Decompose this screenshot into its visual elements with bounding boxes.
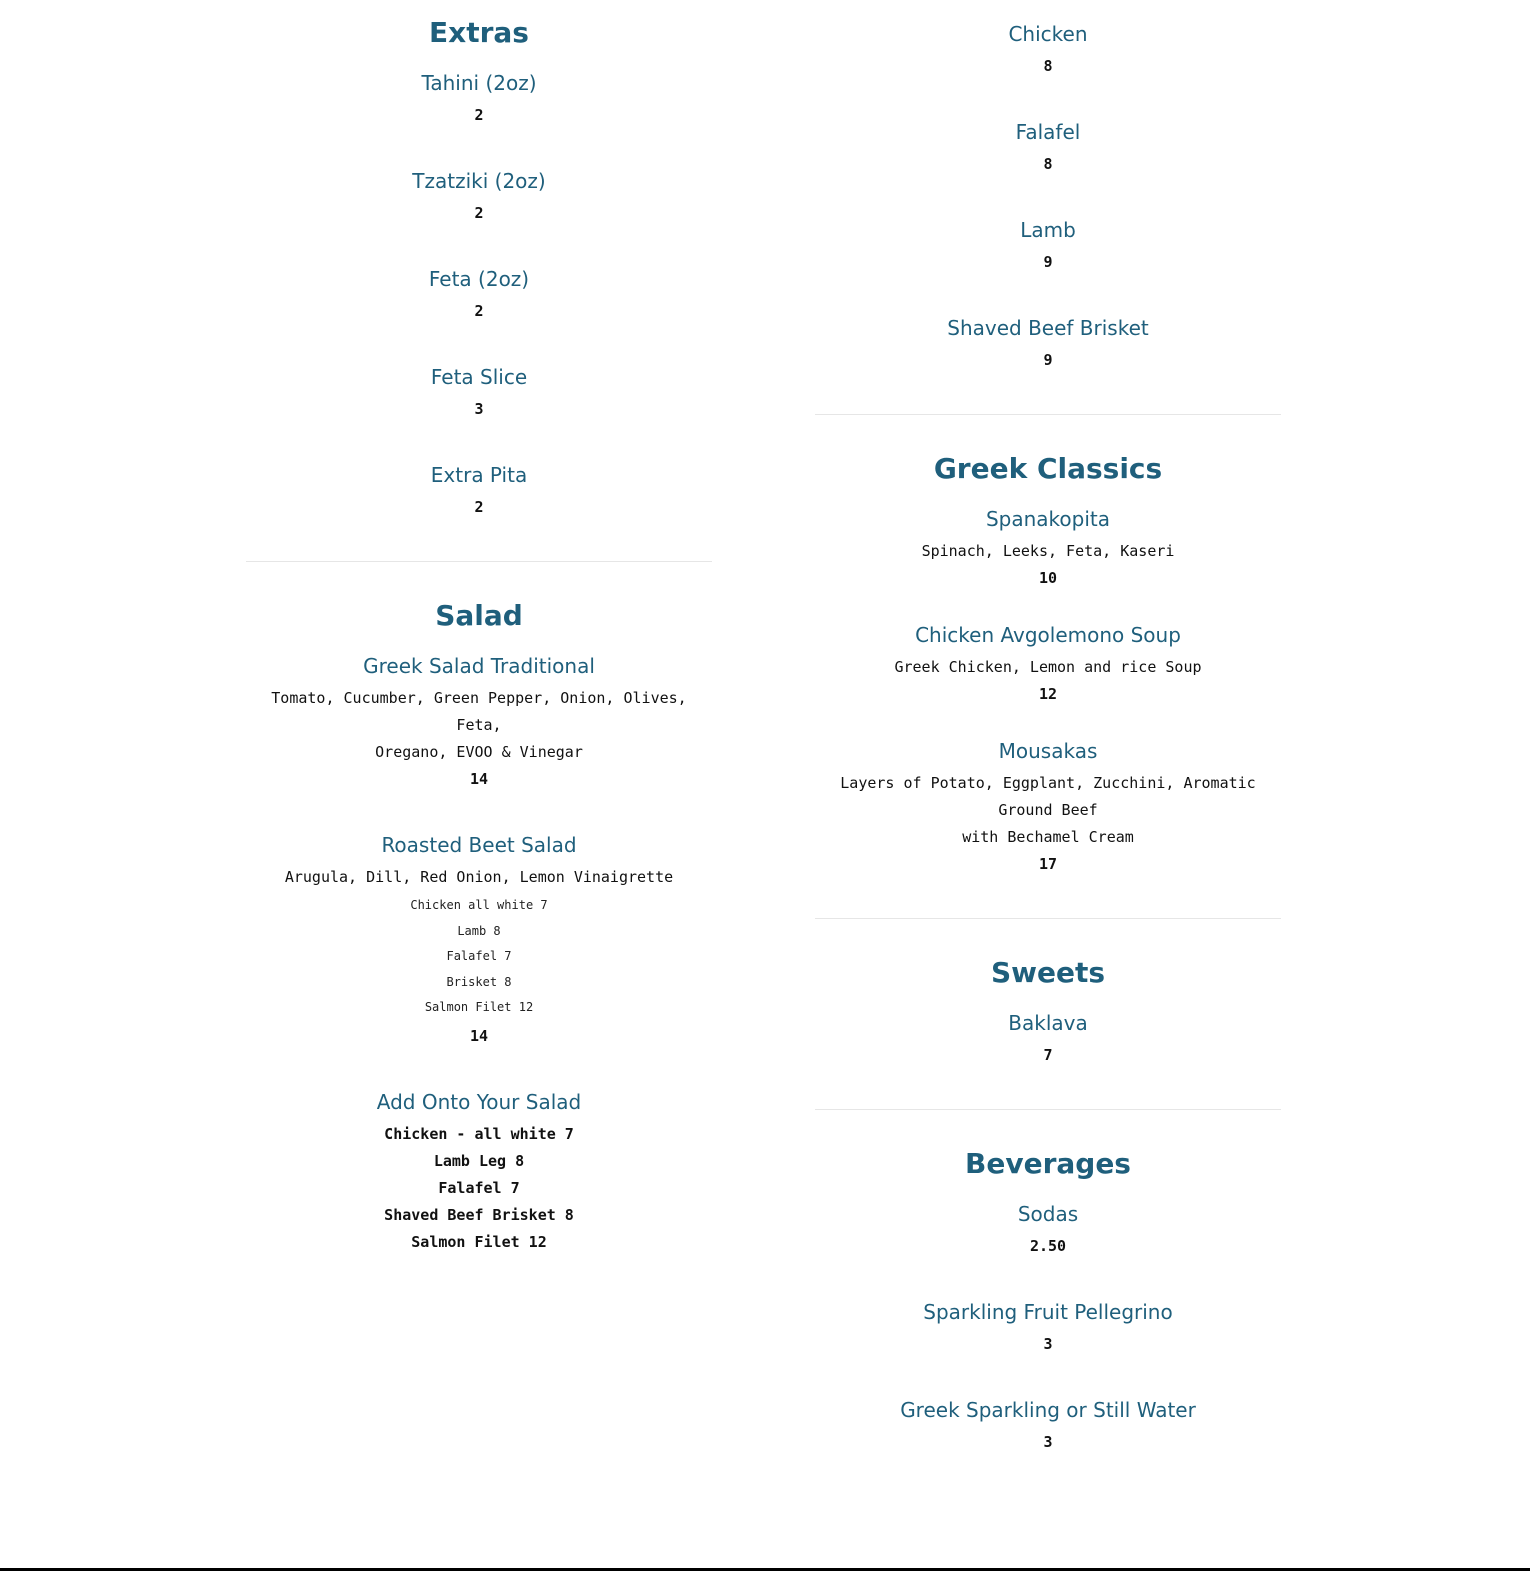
item-name: Tahini (2oz) (421, 71, 537, 95)
right-menu-column (815, 0, 1281, 1495)
option-line: Brisket 8 (446, 974, 512, 989)
item-price: 2 (474, 106, 484, 124)
menu-item (815, 21, 1281, 80)
item-name: Mousakas (998, 739, 1098, 763)
item-price: 12 (1038, 685, 1058, 703)
item-name: Roasted Beet Salad (381, 833, 577, 857)
item-description: Spinach, Leeks, Feta, Kaseri (921, 542, 1175, 560)
description-line: Tomato, Cucumber, Green Pepper, Onion, Olives, Feta, (271, 689, 687, 734)
menu-item (815, 1299, 1281, 1358)
item-price: 7 (1043, 1046, 1053, 1064)
menu-item (246, 70, 712, 129)
item-price: 9 (1043, 351, 1053, 369)
item-name: Add Onto Your Salad (376, 1089, 582, 1114)
item-name: Falafel (1015, 120, 1081, 144)
item-name: Shaved Beef Brisket (947, 316, 1149, 340)
item-price: 2 (474, 302, 484, 320)
menu-item (815, 217, 1281, 276)
item-description: Arugula, Dill, Red Onion, Lemon Vinaigrette (284, 868, 674, 886)
greek-classics-section (815, 415, 1281, 878)
left-menu-column (246, 0, 712, 1295)
item-price: 2 (474, 498, 484, 516)
menu-item-greek-salad (246, 653, 712, 793)
menu-item-add-on (246, 1089, 712, 1256)
extras-heading: Extras (429, 16, 529, 49)
add-on-line: Chicken - all white 7 (384, 1124, 574, 1143)
item-price: 8 (1043, 155, 1053, 173)
salad-heading: Salad (435, 599, 523, 632)
menu-item (246, 168, 712, 227)
add-on-list (246, 1121, 712, 1256)
item-description (246, 685, 712, 766)
item-name: Spanakopita (985, 507, 1111, 531)
item-name: Chicken (1008, 22, 1088, 46)
add-on-line: Salmon Filet 12 (411, 1232, 547, 1251)
protein-options-list (246, 893, 712, 1021)
add-on-line: Falafel 7 (438, 1178, 520, 1197)
menu-item (815, 315, 1281, 374)
item-price: 17 (1038, 855, 1058, 873)
greek-classics-heading: Greek Classics (933, 452, 1163, 485)
item-price: 14 (469, 1026, 489, 1045)
add-on-line: Shaved Beef Brisket 8 (384, 1205, 574, 1224)
item-name: Greek Sparkling or Still Water (900, 1398, 1196, 1422)
item-name: Tzatziki (2oz) (412, 169, 546, 193)
sweets-heading: Sweets (990, 956, 1106, 989)
item-price: 8 (1043, 57, 1053, 75)
beverages-heading: Beverages (965, 1147, 1131, 1180)
menu-item-spanakopita (815, 506, 1281, 592)
item-name: Sparkling Fruit Pellegrino (923, 1300, 1173, 1324)
menu-item-beet-salad (246, 832, 712, 1050)
beverages-section (815, 1110, 1281, 1456)
item-price: 3 (474, 400, 484, 418)
menu-item (815, 119, 1281, 178)
menu-item (246, 266, 712, 325)
description-line: Layers of Potato, Eggplant, Zucchini, Aromatic Ground Beef (840, 774, 1256, 819)
item-name: Chicken Avgolemono Soup (915, 623, 1181, 647)
menu-item-avgolemono (815, 622, 1281, 708)
description-line: Oregano, EVOO & Vinegar (375, 743, 583, 761)
menu-item (246, 364, 712, 423)
menu-item-baklava (815, 1010, 1281, 1069)
menu-item (815, 1201, 1281, 1260)
salad-section (246, 562, 712, 1256)
item-description (815, 770, 1281, 851)
option-line: Lamb 8 (457, 923, 501, 938)
item-price: 9 (1043, 253, 1053, 271)
item-name: Greek Salad Traditional (363, 654, 595, 678)
menu-item (246, 462, 712, 521)
add-on-line: Lamb Leg 8 (433, 1151, 525, 1170)
item-price: 10 (1038, 569, 1058, 587)
proteins-section (815, 0, 1281, 374)
item-name: Lamb (1020, 218, 1076, 242)
sweets-section (815, 919, 1281, 1069)
item-price: 2.50 (1029, 1237, 1067, 1255)
item-price: 2 (474, 204, 484, 222)
item-price: 3 (1043, 1335, 1053, 1353)
option-line: Salmon Filet 12 (424, 1000, 534, 1014)
extras-section (246, 0, 712, 521)
menu-item (815, 1397, 1281, 1456)
item-price: 3 (1043, 1433, 1053, 1451)
item-name: Feta (2oz) (428, 267, 530, 291)
item-price: 14 (469, 770, 489, 788)
item-name: Sodas (1017, 1202, 1079, 1226)
option-line: Chicken all white 7 (410, 898, 548, 912)
item-name: Extra Pita (430, 463, 528, 487)
item-name: Feta Slice (430, 365, 528, 389)
item-name: Baklava (1008, 1011, 1088, 1035)
option-line: Falafel 7 (446, 949, 512, 963)
description-line: with Bechamel Cream (962, 828, 1134, 846)
item-description: Greek Chicken, Lemon and rice Soup (894, 658, 1202, 676)
menu-item-mousakas (815, 738, 1281, 878)
